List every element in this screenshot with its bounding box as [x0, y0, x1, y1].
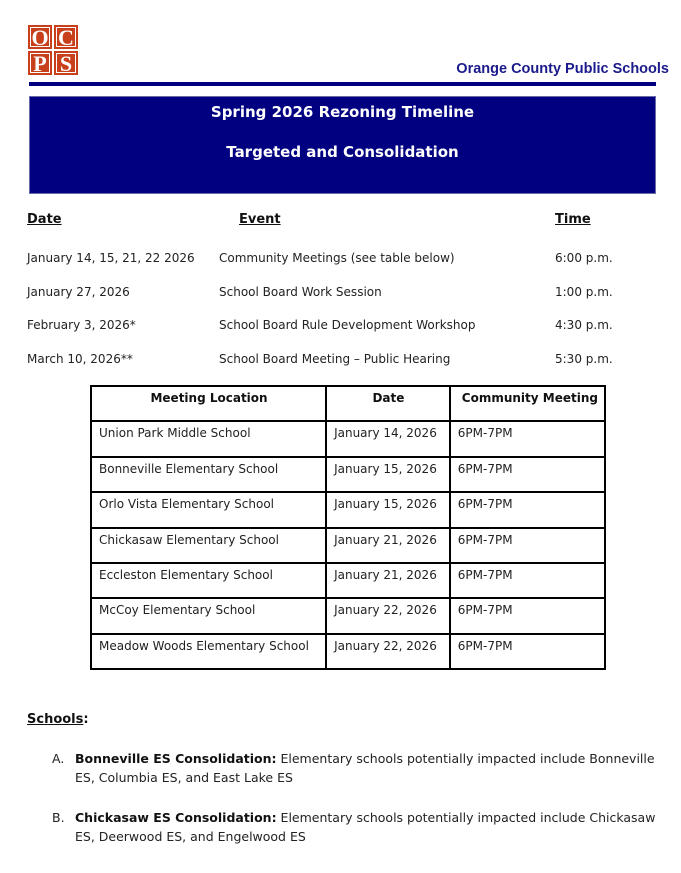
header-divider: [29, 82, 656, 86]
cell-time: 6PM-7PM: [450, 421, 605, 456]
community-meetings-table: [90, 385, 606, 670]
consolidation-description: Elementary schools potentially impacted include Bonneville ES, Columbia ES, and East Lake ES: [75, 751, 655, 785]
schedule-date: February 3, 2026*: [27, 318, 136, 332]
cell-location: McCoy Elementary School: [91, 598, 326, 633]
schools-heading-text: Schools: [27, 712, 84, 727]
school-list-item: [52, 749, 662, 787]
document-title: Spring 2026 Rezoning Timeline: [210, 103, 475, 121]
table-header-row: [91, 386, 605, 421]
table-row: [91, 457, 605, 492]
cell-time: 6PM-7PM: [450, 492, 605, 527]
column-header-community-meeting: Community Meeting: [450, 386, 605, 421]
logo-letter: O: [28, 25, 52, 49]
table-row: [91, 563, 605, 598]
cell-date: January 21, 2026: [326, 563, 450, 598]
schedule-event: Community Meetings (see table below): [219, 251, 455, 265]
table-row: [91, 528, 605, 563]
schedule-time: 1:00 p.m.: [555, 285, 613, 299]
table-row: [91, 634, 605, 669]
schedule-header-date: Date: [27, 212, 62, 227]
cell-time: 6PM-7PM: [450, 457, 605, 492]
cell-location: Eccleston Elementary School: [91, 563, 326, 598]
table-row: [91, 421, 605, 456]
schools-heading-colon: :: [83, 712, 89, 727]
cell-date: January 22, 2026: [326, 634, 450, 669]
schedule-row: [0, 318, 681, 338]
logo-letter: P: [28, 51, 52, 75]
schedule-event: School Board Rule Development Workshop: [219, 318, 476, 332]
schedule-date: March 10, 2026**: [27, 352, 133, 366]
cell-time: 6PM-7PM: [450, 634, 605, 669]
column-header-date: Date: [326, 386, 450, 421]
table-row: [91, 492, 605, 527]
schedule-header-event: Event: [239, 212, 281, 227]
schedule-time: 5:30 p.m.: [555, 352, 613, 366]
cell-location: Union Park Middle School: [91, 421, 326, 456]
schedule-date: January 14, 15, 21, 22 2026: [27, 251, 195, 265]
cell-location: Meadow Woods Elementary School: [91, 634, 326, 669]
organization-name: Orange County Public Schools: [456, 61, 669, 77]
schools-heading: [27, 712, 89, 727]
consolidation-title: Chickasaw ES Consolidation:: [75, 810, 277, 825]
schedule-event: School Board Meeting – Public Hearing: [219, 352, 451, 366]
schedule-row: [0, 251, 681, 271]
cell-location: Orlo Vista Elementary School: [91, 492, 326, 527]
cell-date: January 21, 2026: [326, 528, 450, 563]
cell-time: 6PM-7PM: [450, 563, 605, 598]
document-subtitle: Targeted and Consolidation: [226, 143, 459, 161]
logo-letter: C: [54, 25, 78, 49]
schedule-time: 4:30 p.m.: [555, 318, 613, 332]
cell-location: Bonneville Elementary School: [91, 457, 326, 492]
list-marker: B.: [52, 810, 65, 825]
column-header-location: Meeting Location: [91, 386, 326, 421]
cell-time: 6PM-7PM: [450, 528, 605, 563]
ocps-logo: [28, 25, 80, 77]
schedule-event: School Board Work Session: [219, 285, 382, 299]
schedule-header-time: Time: [555, 212, 591, 227]
consolidation-title: Bonneville ES Consolidation:: [75, 751, 277, 766]
consolidation-description: Elementary schools potentially impacted include Chickasaw ES, Deerwood ES, and Engelwood ES: [75, 810, 656, 844]
table-row: [91, 598, 605, 633]
schedule-time: 6:00 p.m.: [555, 251, 613, 265]
school-list-item: [52, 808, 662, 846]
cell-time: 6PM-7PM: [450, 598, 605, 633]
title-banner: [29, 96, 656, 194]
cell-date: January 15, 2026: [326, 492, 450, 527]
list-marker: A.: [52, 751, 65, 766]
schedule-date: January 27, 2026: [27, 285, 130, 299]
cell-date: January 15, 2026: [326, 457, 450, 492]
logo-letter: S: [54, 51, 78, 75]
cell-date: January 14, 2026: [326, 421, 450, 456]
cell-location: Chickasaw Elementary School: [91, 528, 326, 563]
schedule-row: [0, 285, 681, 305]
schedule-row: [0, 352, 681, 372]
cell-date: January 22, 2026: [326, 598, 450, 633]
